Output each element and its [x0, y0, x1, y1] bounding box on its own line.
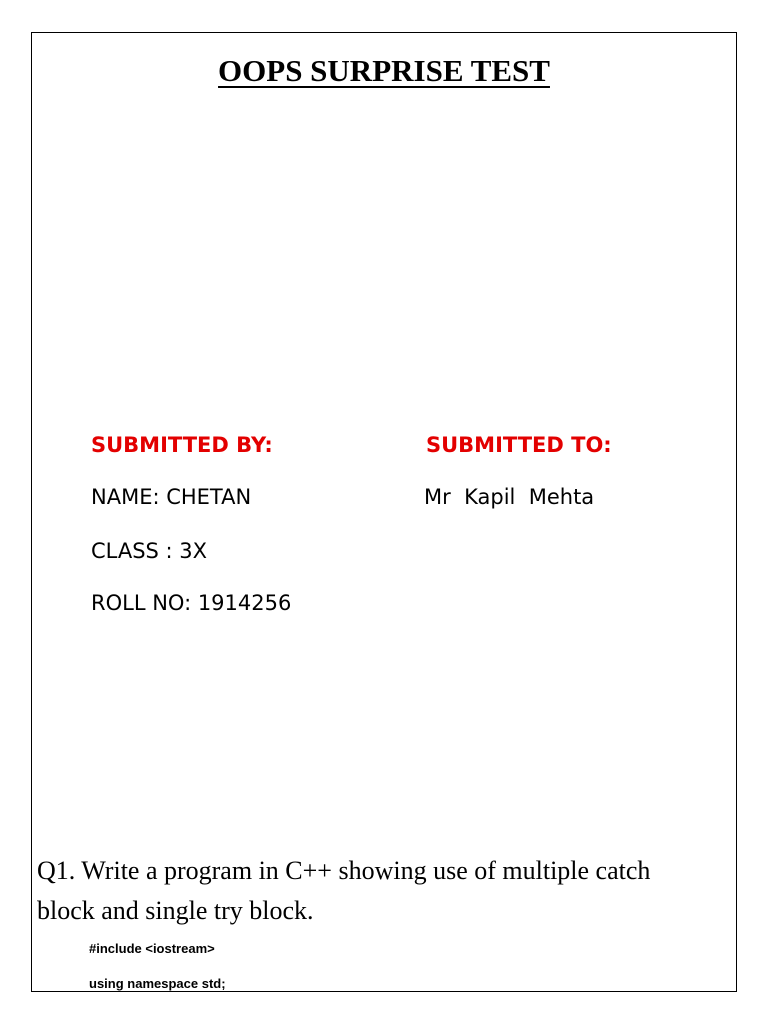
submitted-to-heading: SUBMITTED TO: [426, 433, 612, 457]
student-class: CLASS : 3X [91, 539, 208, 563]
page-title: OOPS SURPRISE TEST [218, 53, 550, 88]
submitted-by-heading: SUBMITTED BY: [91, 433, 273, 457]
document-page [31, 32, 737, 992]
student-roll-no: ROLL NO: 1914256 [91, 591, 292, 615]
teacher-name: Mr Kapil Mehta [424, 485, 595, 509]
student-name: NAME: CHETAN [91, 485, 252, 509]
question-text: Q1. Write a program in C++ showing use of multiple catch block and single try block. [37, 856, 651, 925]
code-line: #include <iostream> [89, 941, 215, 956]
code-line: using namespace std; [89, 976, 226, 991]
